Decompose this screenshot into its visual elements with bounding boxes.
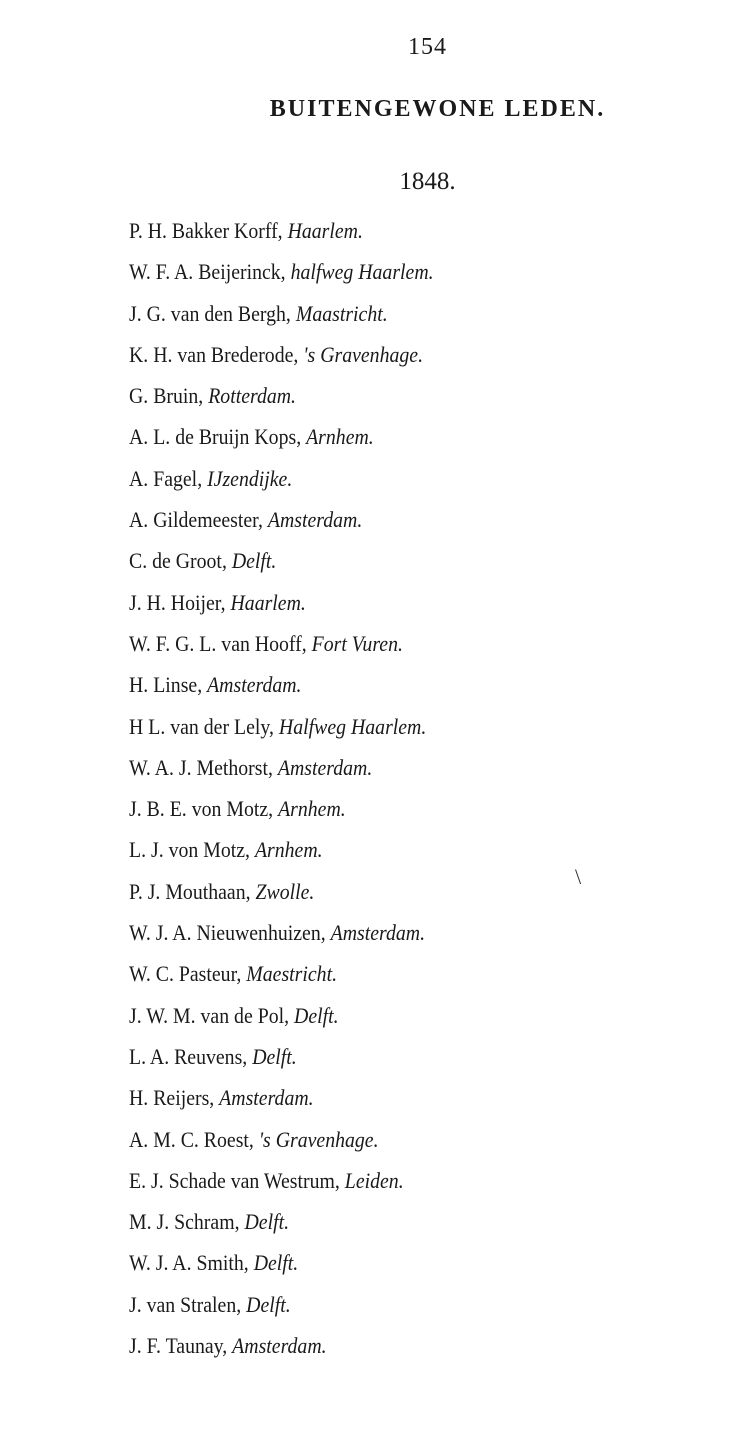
member-entry bbox=[129, 1290, 434, 1331]
member-name: W. J. A. Smith bbox=[129, 1250, 244, 1276]
separator: , bbox=[236, 961, 247, 987]
member-place: Leiden. bbox=[344, 1167, 404, 1193]
separator: , bbox=[222, 1333, 233, 1359]
member-place: Amsterdam. bbox=[277, 754, 373, 780]
member-place: Haarlem. bbox=[287, 218, 363, 243]
member-name: P. J. Mouthaan bbox=[129, 878, 246, 904]
year-heading: 1848. bbox=[399, 168, 456, 195]
member-name: H. Reijers bbox=[129, 1085, 210, 1111]
separator: , bbox=[242, 1043, 253, 1069]
separator: , bbox=[293, 341, 304, 367]
member-place: Halfweg Haarlem. bbox=[278, 713, 427, 739]
separator: , bbox=[209, 1085, 220, 1111]
member-entry bbox=[129, 505, 434, 546]
member-entry bbox=[129, 1001, 434, 1042]
member-entry bbox=[129, 670, 434, 711]
member-entry bbox=[129, 835, 434, 876]
member-place: Arnhem. bbox=[306, 424, 374, 450]
member-entry bbox=[129, 877, 434, 918]
member-name: A. Fagel bbox=[129, 465, 198, 491]
member-name: J. W. M. van de Pol bbox=[129, 1002, 285, 1028]
member-place: Delft. bbox=[231, 548, 277, 574]
separator: , bbox=[236, 1291, 247, 1317]
member-name: H L. van der Lely bbox=[129, 713, 270, 739]
member-name: A. M. C. Roest bbox=[129, 1126, 249, 1152]
separator: , bbox=[284, 1002, 295, 1028]
member-place: Delft. bbox=[244, 1209, 290, 1235]
member-name: C. de Groot bbox=[129, 548, 222, 574]
member-entry bbox=[129, 1083, 434, 1124]
separator: , bbox=[197, 672, 208, 698]
member-entry bbox=[129, 546, 434, 587]
member-place: Haarlem. bbox=[230, 589, 306, 615]
member-name: J. B. E. von Motz bbox=[129, 796, 269, 822]
member-name: J. van Stralen bbox=[129, 1291, 237, 1317]
separator: , bbox=[245, 878, 256, 904]
member-place: 's Gravenhage. bbox=[303, 341, 424, 367]
member-place: Delft. bbox=[253, 1250, 299, 1276]
member-name: W. F. A. Beijerinck bbox=[129, 259, 281, 285]
member-name: W. C. Pasteur bbox=[129, 961, 237, 987]
member-place: Maastricht. bbox=[295, 300, 388, 326]
member-entry bbox=[129, 1042, 434, 1083]
member-name: H. Linse bbox=[129, 672, 198, 698]
member-entry bbox=[129, 422, 434, 463]
separator: , bbox=[248, 1126, 259, 1152]
section-heading: BUITENGEWONE LEDEN. bbox=[269, 96, 606, 122]
member-place: Amsterdam. bbox=[330, 920, 426, 946]
separator: , bbox=[334, 1167, 345, 1193]
separator: , bbox=[257, 507, 268, 533]
member-place: Amsterdam. bbox=[207, 672, 302, 698]
member-entry bbox=[129, 340, 434, 381]
member-entry bbox=[129, 1166, 434, 1207]
separator: , bbox=[277, 218, 288, 243]
member-place: Rotterdam. bbox=[208, 383, 297, 409]
member-place: Arnhem. bbox=[278, 796, 346, 822]
member-name: W. J. A. Nieuwenhuizen bbox=[129, 920, 321, 946]
member-name: W. F. G. L. van Hooff bbox=[129, 630, 302, 656]
member-place: Delft. bbox=[252, 1043, 297, 1069]
member-entry bbox=[129, 588, 434, 629]
separator: , bbox=[285, 300, 296, 326]
member-place: 's Gravenhage. bbox=[258, 1126, 379, 1152]
separator: , bbox=[197, 465, 208, 491]
member-place: IJzendijke. bbox=[207, 465, 293, 491]
member-entry bbox=[129, 918, 434, 959]
member-place: Amsterdam. bbox=[267, 507, 363, 533]
separator: , bbox=[320, 920, 331, 946]
member-place: Fort Vuren. bbox=[311, 630, 403, 656]
separator: , bbox=[267, 754, 278, 780]
member-name: J. H. Hoijer bbox=[129, 589, 221, 615]
member-name: M. J. Schram bbox=[129, 1209, 235, 1235]
separator: , bbox=[301, 630, 312, 656]
member-place: Amsterdam. bbox=[232, 1333, 327, 1359]
member-entry bbox=[129, 299, 434, 340]
separator: , bbox=[243, 1250, 254, 1276]
member-entry bbox=[129, 794, 434, 835]
separator: , bbox=[221, 548, 232, 574]
member-name: K. H. van Brederode bbox=[129, 341, 294, 367]
member-entry bbox=[129, 712, 434, 753]
member-place: halfweg Haarlem. bbox=[290, 259, 434, 285]
members-list bbox=[129, 216, 467, 1372]
member-entry bbox=[129, 257, 434, 298]
member-name: J. G. van den Bergh bbox=[129, 300, 286, 326]
page-number: 154 bbox=[408, 34, 447, 60]
member-entry bbox=[129, 1125, 434, 1166]
member-entry bbox=[129, 381, 434, 422]
member-entry bbox=[129, 629, 434, 670]
separator: , bbox=[198, 383, 209, 409]
member-entry bbox=[129, 1207, 434, 1248]
member-place: Delft. bbox=[246, 1291, 291, 1317]
separator: , bbox=[296, 424, 307, 450]
member-name: G. Bruin bbox=[129, 383, 199, 409]
member-place: Arnhem. bbox=[254, 837, 323, 863]
member-name: A. L. de Bruijn Kops bbox=[129, 424, 297, 450]
member-place: Zwolle. bbox=[255, 878, 315, 904]
member-place: Maestricht. bbox=[246, 961, 338, 987]
member-name: P. H. Bakker Korff bbox=[129, 218, 278, 243]
member-entry bbox=[129, 959, 434, 1000]
member-entry bbox=[129, 753, 434, 794]
member-name: L. J. von Motz bbox=[129, 837, 246, 863]
member-place: Amsterdam. bbox=[219, 1085, 314, 1111]
separator: , bbox=[234, 1209, 245, 1235]
member-name: W. A. J. Methorst bbox=[129, 754, 268, 780]
member-name: A. Gildemeester bbox=[129, 507, 258, 533]
separator: , bbox=[268, 796, 279, 822]
separator: , bbox=[220, 589, 231, 615]
member-entry bbox=[129, 1248, 434, 1289]
separator: , bbox=[269, 713, 279, 739]
separator: , bbox=[280, 259, 291, 285]
member-name: E. J. Schade van Westrum bbox=[129, 1167, 335, 1193]
member-entry bbox=[129, 1331, 434, 1372]
member-name: J. F. Taunay bbox=[129, 1333, 223, 1359]
member-place: Delft. bbox=[294, 1002, 339, 1028]
member-entry bbox=[129, 464, 434, 505]
member-entry bbox=[129, 216, 434, 257]
member-name: L. A. Reuvens bbox=[129, 1043, 243, 1069]
stray-mark: \ bbox=[575, 864, 582, 889]
separator: , bbox=[245, 837, 255, 863]
